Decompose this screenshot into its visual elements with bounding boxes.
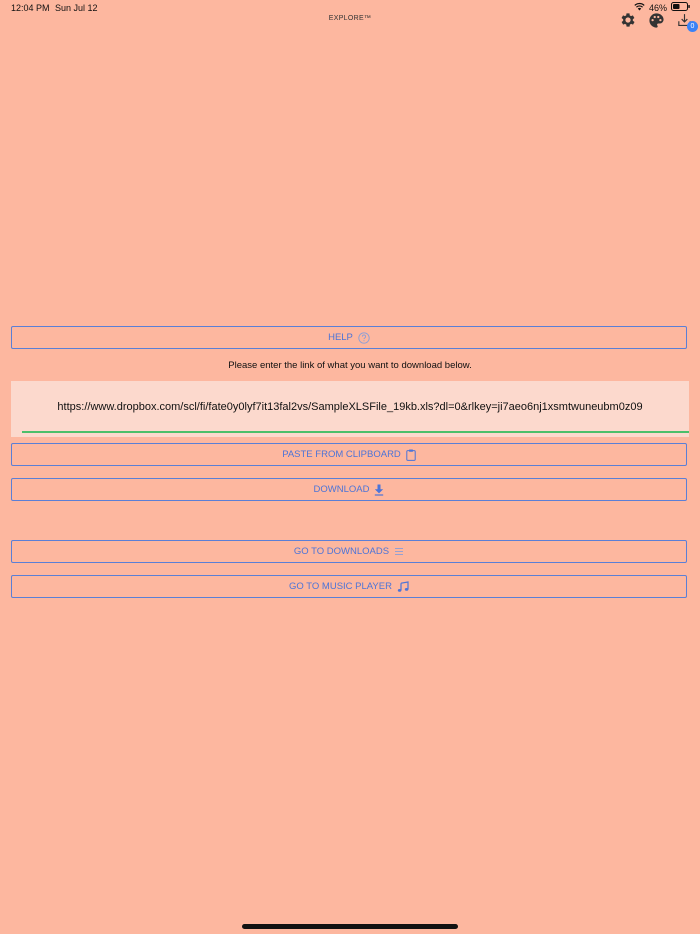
palette-icon[interactable]	[646, 10, 666, 30]
download-button-label: DOWNLOAD	[313, 484, 370, 495]
page-title: EXPLORE™	[328, 15, 372, 22]
battery-percent: 46%	[648, 2, 667, 13]
status-date: Sun Jul 12	[55, 3, 98, 13]
url-input-underline	[22, 431, 689, 433]
paste-from-clipboard-button[interactable]	[11, 443, 687, 466]
status-time: 12:04 PM	[11, 3, 50, 13]
go-to-music-player-label: GO TO MUSIC PLAYER	[289, 581, 392, 592]
downloads-count-badge: 0	[687, 21, 698, 32]
gear-icon[interactable]	[618, 10, 638, 30]
home-indicator[interactable]	[242, 924, 458, 929]
music-note-icon	[397, 581, 409, 593]
nav-actions	[618, 10, 694, 30]
help-button[interactable]	[11, 326, 687, 349]
help-button-label: HELP	[328, 332, 353, 343]
list-icon	[394, 547, 404, 556]
url-field-container	[11, 381, 689, 437]
question-circle-icon	[358, 332, 370, 344]
paste-button-label: PASTE FROM CLIPBOARD	[282, 449, 401, 460]
go-to-downloads-label: GO TO DOWNLOADS	[293, 546, 390, 557]
go-to-downloads-button[interactable]	[11, 540, 687, 563]
go-to-music-player-button[interactable]	[11, 575, 687, 598]
url-input[interactable]	[22, 401, 678, 413]
clipboard-icon	[406, 449, 416, 461]
downloads-tray-icon[interactable]	[674, 10, 694, 30]
download-arrow-icon	[374, 484, 384, 496]
download-button[interactable]	[11, 478, 687, 501]
instruction-text: Please enter the link of what you want to download below.	[228, 360, 472, 371]
